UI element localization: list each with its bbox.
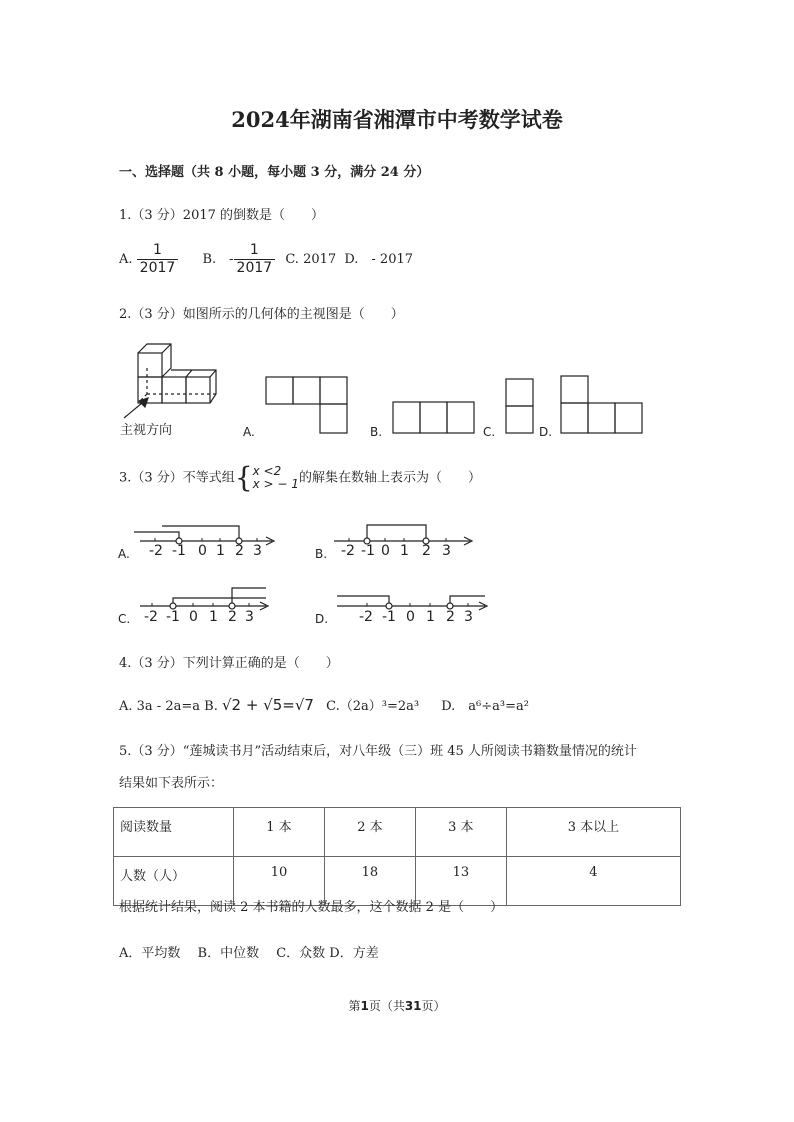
q3-option-b-label: B.: [315, 547, 328, 561]
q3-brace: {: [234, 461, 253, 494]
q4-option-a: A. 3a - 2a=a: [119, 699, 200, 714]
q3-b-tick-label: -2: [341, 543, 355, 559]
q1-b-numerator: 1: [234, 242, 276, 260]
q1-option-a-label: A.: [119, 252, 133, 267]
question-5-stem-line1: 5.（3 分）“莲城读书月”活动结束后，对八年级（三）班 45 人所阅读书籍数量情况的统计: [119, 744, 637, 759]
question-4-stem: 4.（3 分）下列计算正确的是（ ）: [119, 656, 339, 671]
question-1-stem: 1.（3 分）2017 的倒数是（ ）: [119, 208, 325, 223]
table-cell: 1 本: [234, 808, 325, 857]
question-4-options: [119, 695, 529, 714]
q2-option-b-figure: [393, 402, 474, 433]
q3-c-tick-label: 3: [245, 609, 254, 625]
q2-figure-caption: 主视方向: [120, 423, 173, 438]
q3-stem-post: 的解集在数轴上表示为（ ）: [298, 470, 481, 486]
q1-option-d: D. - 2017: [344, 252, 414, 267]
q3-b-tick-label: 3: [442, 543, 451, 559]
q1-option-a-fraction: [137, 242, 179, 277]
q2-solid-figure: [124, 344, 216, 418]
question-3-number-lines: [112, 518, 502, 630]
footer-post: 页）: [421, 999, 446, 1013]
q2-option-c-figure: [506, 379, 533, 433]
q3-b-tick-label: 2: [422, 543, 431, 559]
q3-option-b-number-line: [334, 525, 472, 545]
question-1-options: [119, 242, 413, 277]
q3-inequality-system: [234, 461, 299, 494]
q3-d-tick-label: 1: [426, 609, 435, 625]
question-5-stem-line2: 结果如下表所示：: [119, 776, 224, 791]
q3-d-tick-label: -1: [382, 609, 396, 625]
table-cell: 2 本: [324, 808, 415, 857]
q3-c-tick-label: -1: [166, 609, 180, 625]
q4-option-b-label: B.: [204, 699, 218, 714]
q1-a-denominator: 2017: [139, 260, 176, 276]
table-cell: 4: [506, 857, 680, 906]
q3-a-tick-label: 1: [216, 543, 225, 559]
q3-stem-pre: 3.（3 分）不等式组: [119, 470, 235, 486]
q2-option-d-figure: [561, 376, 642, 433]
table-cell: 3 本以上: [506, 808, 680, 857]
q1-a-numerator: 1: [137, 242, 179, 260]
q3-inequality-2: x > − 1: [252, 477, 299, 491]
q2-option-a-label: A.: [243, 425, 255, 439]
q3-b-tick-label: 0: [381, 543, 390, 559]
question-2-stem: 2.（3 分）如图所示的几何体的主视图是（ ）: [119, 307, 404, 322]
q3-a-tick-label: 3: [253, 543, 262, 559]
page-footer: [0, 997, 794, 1014]
q3-c-tick-label: 0: [189, 609, 198, 625]
table-cell: 18: [324, 857, 415, 906]
q3-option-c-label: C.: [118, 612, 131, 626]
q3-d-tick-label: -2: [359, 609, 373, 625]
q3-a-tick-label: 0: [198, 543, 207, 559]
table-cell: 3 本: [415, 808, 506, 857]
q3-option-d-number-line: [337, 596, 487, 610]
q2-option-c-label: C.: [483, 425, 496, 439]
q3-option-c-number-line: [140, 588, 268, 610]
q4-option-b-expression: √2 + √5=√7: [221, 696, 314, 714]
q3-d-tick-label: 2: [446, 609, 455, 625]
footer-total-pages: 31: [404, 999, 422, 1013]
q1-option-b-fraction: [234, 242, 276, 277]
q2-option-d-label: D.: [539, 425, 553, 439]
footer-page-number: 1: [360, 999, 369, 1013]
q3-a-tick-label: 2: [235, 543, 244, 559]
reading-stats-table: [113, 807, 681, 906]
q2-option-a-figure: [266, 377, 347, 433]
q3-b-tick-label: 1: [400, 543, 409, 559]
q1-b-denominator: 2017: [236, 260, 273, 276]
q3-d-tick-label: 0: [406, 609, 415, 625]
question-5-prompt: 根据统计结果，阅读 2 本书籍的人数最多，这个数据 2 是（ ）: [119, 900, 504, 915]
q3-b-tick-label: -1: [361, 543, 375, 559]
page-title: 2024年湖南省湘潭市中考数学试卷: [231, 107, 563, 132]
section-heading: 一、选择题（共 8 小题，每小题 3 分，满分 24 分）: [119, 165, 430, 180]
table-cell: 人数（人）: [114, 857, 234, 906]
q2-option-b-label: B.: [370, 425, 383, 439]
q3-a-tick-label: -2: [149, 543, 163, 559]
q3-c-tick-label: -2: [144, 609, 158, 625]
question-2-figures: [112, 336, 652, 442]
q3-d-tick-label: 3: [464, 609, 473, 625]
footer-pre: 第: [348, 999, 361, 1013]
q3-c-tick-label: 1: [209, 609, 218, 625]
table-cell: 阅读数量: [114, 808, 234, 857]
table-cell: 10: [234, 857, 325, 906]
q3-option-d-label: D.: [315, 612, 329, 626]
q3-a-tick-label: -1: [172, 543, 186, 559]
q1-option-c: C. 2017: [285, 252, 337, 267]
q3-inequality-1: x <2: [252, 464, 282, 478]
q4-option-c: C.（2a）³=2a³: [326, 699, 420, 714]
table-cell: 13: [415, 857, 506, 906]
question-5-options: A．平均数 B．中位数 C．众数 D．方差: [119, 946, 379, 961]
footer-mid: 页（共: [368, 999, 405, 1013]
q3-option-a-label: A.: [118, 547, 130, 561]
question-3-stem: [119, 461, 481, 494]
q3-c-tick-label: 2: [228, 609, 237, 625]
q1-option-b-label: B. -: [202, 252, 234, 267]
table-header-row: [114, 808, 681, 857]
q4-option-d: D. a⁶÷a³=a²: [441, 699, 529, 714]
